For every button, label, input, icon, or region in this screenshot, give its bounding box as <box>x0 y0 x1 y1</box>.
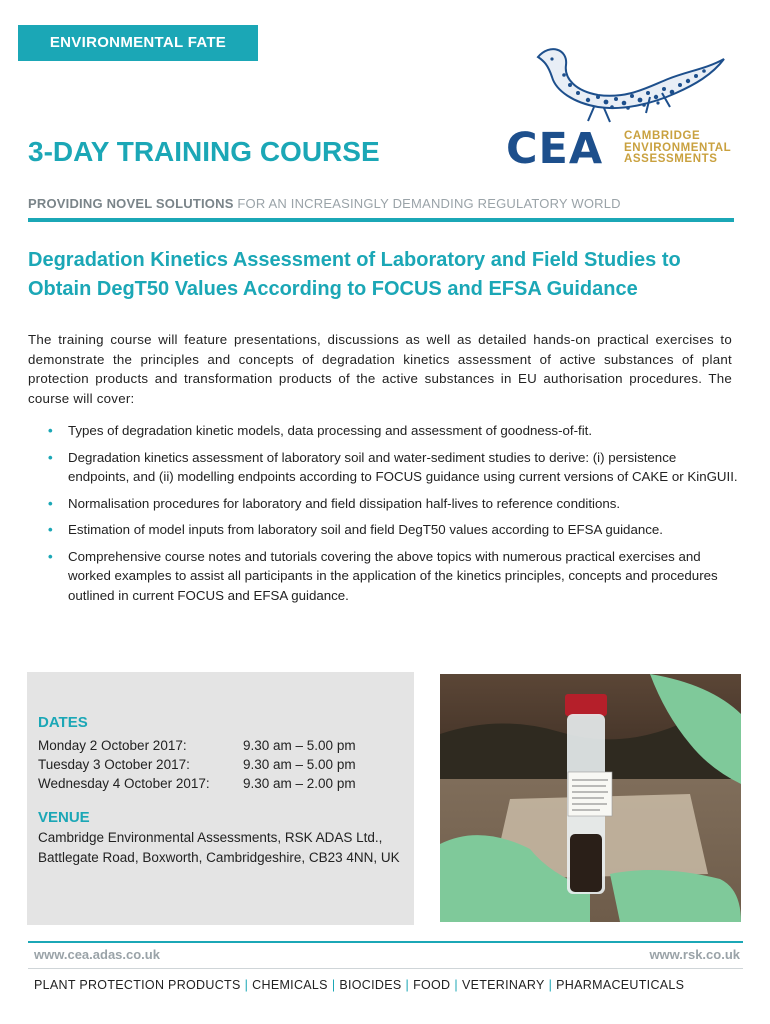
date-row: Wednesday 4 October 2017: 9.30 am – 2.00 pm <box>38 776 356 791</box>
info-panel <box>27 672 414 925</box>
footer-divider <box>28 941 743 943</box>
list-item: • Comprehensive course notes and tutorials covering the above topics with numerous practical exercises and worked examples to assist all participants in the application of the kinetics principles, concepts and procedures outlined in current FOCUS and EFSA guidance. <box>48 548 718 603</box>
sector-item: PLANT PROTECTION PRODUCTS <box>34 978 241 992</box>
bullet-icon: • <box>48 495 53 511</box>
header-divider <box>28 218 734 222</box>
footer-divider-thin <box>28 968 743 969</box>
tagline-rest: FOR AN INCREASINGLY DEMANDING REGULATORY WORLD <box>233 196 621 211</box>
sector-item: PHARMACEUTICALS <box>556 978 685 992</box>
newt-emblem-icon <box>528 45 728 125</box>
sector-separator: | <box>454 978 458 992</box>
date-row: Tuesday 3 October 2017: 9.30 am – 5.00 pm <box>38 757 356 772</box>
sector-item: CHEMICALS <box>252 978 328 992</box>
venue-address: Cambridge Environmental Assessments, RSK ADAS Ltd., Battlegate Road, Boxworth, Cambridgeshire, CB23 4NN, UK <box>38 830 400 865</box>
bullet-icon: • <box>48 449 53 465</box>
sector-item: BIOCIDES <box>339 978 402 992</box>
bullet-icon: • <box>48 548 53 564</box>
list-item: • Types of degradation kinetic models, data processing and assessment of goodness-of-fit. <box>48 421 738 441</box>
list-item: • Estimation of model inputs from laboratory soil and field DegT50 values according to EFSA guidance. <box>48 520 738 540</box>
logo-subtitle: CAMBRIDGE ENVIRONMENTAL ASSESSMENTS <box>624 130 732 165</box>
sectors-list <box>34 978 684 992</box>
date-row: Monday 2 October 2017: 9.30 am – 5.00 pm <box>38 738 356 753</box>
list-item: • Normalisation procedures for laboratory and field dissipation half-lives to reference conditions. <box>48 494 738 514</box>
sector-item: VETERINARY <box>461 978 545 992</box>
bullet-icon: • <box>48 423 53 438</box>
course-title: Degradation Kinetics Assessment of Laboratory and Field Studies to Obtain DegT50 Values According to FOCUS and EFSA Guidance <box>28 249 681 300</box>
venue-heading: VENUE <box>38 809 90 826</box>
soil-sample-photo <box>440 674 741 922</box>
sector-separator: | <box>548 978 553 992</box>
sector-separator: | <box>331 978 336 992</box>
list-item: • Degradation kinetics assessment of laboratory soil and water-sediment studies to derive: (i) persistence endpoints, and (ii) modelling endpoints according to FOCUS guidance using current versions of CAKE or KinGUII. <box>48 449 738 484</box>
section-badge: ENVIRONMENTAL FATE <box>18 25 258 61</box>
topics-list <box>48 421 738 612</box>
course-intro: The training course will feature presentations, discussions as well as detailed hands-on practical exercises to demonstrate the principles and concepts of degradation kinetics assessment of active substances of plant protection products and transformation products of the active substances in EU authorisation procedures. The course will cover: <box>28 332 732 406</box>
cea-website-link[interactable]: www.cea.adas.co.uk <box>34 947 160 962</box>
tagline-bold: PROVIDING NOVEL SOLUTIONS <box>28 196 234 211</box>
dates-heading: DATES <box>38 714 88 731</box>
page-title: 3-DAY TRAINING COURSE <box>28 136 380 167</box>
sector-separator: | <box>405 978 410 992</box>
tagline <box>28 196 621 211</box>
cea-logo <box>506 45 746 175</box>
bullet-icon: • <box>48 522 53 537</box>
sector-item: FOOD <box>413 978 451 992</box>
logo-wordmark: CEA <box>506 124 604 174</box>
sector-separator: | <box>244 978 249 992</box>
rsk-website-link[interactable]: www.rsk.co.uk <box>649 947 740 962</box>
